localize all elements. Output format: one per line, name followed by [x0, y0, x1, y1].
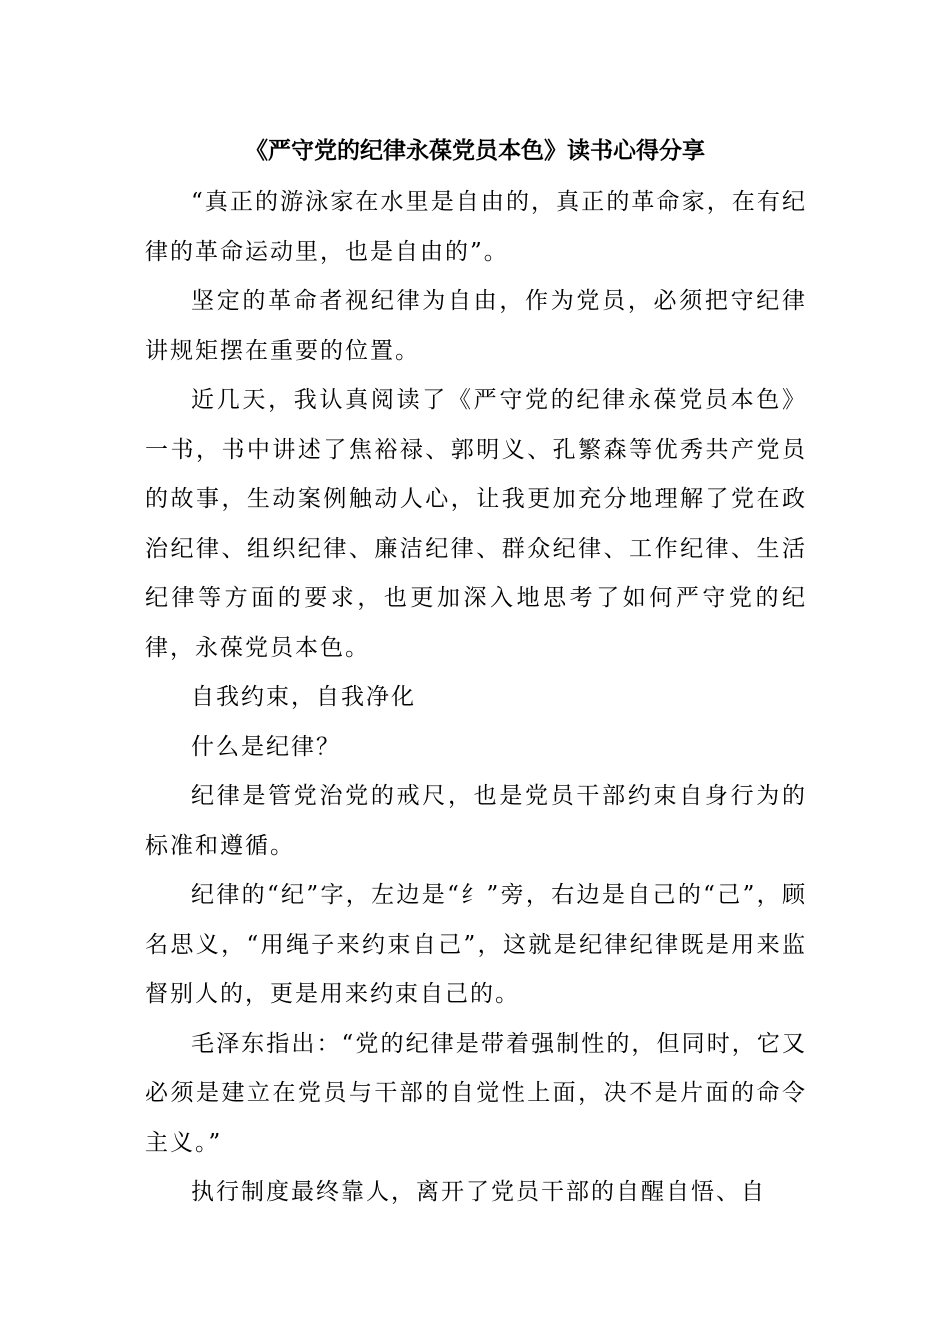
paragraph-character: 纪律的“纪”字，左边是“纟”旁，右边是自己的“己”，顾名思义，“用绳子来约束自己”，这就是纪律纪律既是用来监督别人的，更是用来约束自己的。	[145, 882, 807, 1007]
paragraph-definition: 纪律是管党治党的戒尺，也是党员干部约束自身行为的标准和遵循。	[145, 783, 807, 859]
paragraph-freedom: 坚定的革命者视纪律为自由，作为党员，必须把守纪律讲规矩摆在重要的位置。	[145, 288, 807, 364]
section-heading: 自我约束，自我净化	[191, 684, 416, 710]
paragraph-quote: “真正的游泳家在水里是自由的，真正的革命家，在有纪律的革命运动里，也是自由的”。	[145, 189, 807, 265]
paragraph-execution: 执行制度最终靠人，离开了党员干部的自醒自悟、自	[191, 1179, 766, 1205]
paragraph-mao-quote: 毛泽东指出：“党的纪律是带着强制性的，但同时，它又必须是建立在党员与干部的自觉性上面，决不是片面的命令主义。”	[145, 1030, 807, 1156]
document-body	[145, 178, 807, 1218]
paragraph-reading: 近几天，我认真阅读了《严守党的纪律永葆党员本色》一书，书中讲述了焦裕禄、郭明义、孔繁森等优秀共产党员的故事，生动案例触动人心，让我更加充分地理解了党在政治纪律、组织纪律、廉洁纪律、群众纪律、工作纪律、生活纪律等方面的要求，也更加深入地思考了如何严守党的纪律，永葆党员本色。	[145, 387, 807, 661]
question-line: 什么是纪律？	[191, 733, 341, 760]
document-title: 《严守党的纪律永葆党员本色》读书心得分享	[245, 137, 705, 164]
